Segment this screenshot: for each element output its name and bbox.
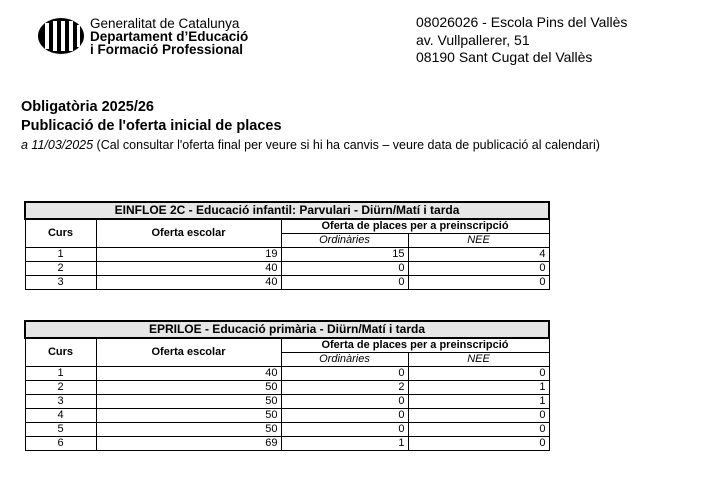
cell-curs: 3 xyxy=(25,276,96,290)
table-title: EPRILOE - Educació primària - Diürn/Matí i tarda xyxy=(25,321,549,338)
cell-ordinaries: 0 xyxy=(281,276,408,290)
cell-oferta: 50 xyxy=(96,395,281,409)
table-row xyxy=(25,248,549,262)
cell-nee: 0 xyxy=(408,367,549,381)
col-preinscripcio: Oferta de places per a preinscripció xyxy=(281,338,549,353)
cell-ordinaries: 1 xyxy=(281,437,408,451)
org-line-2: Departament d’Educació xyxy=(90,29,249,44)
table-title: EINFLOE 2C - Educació infantil: Parvulari - Diürn/Matí i tarda xyxy=(25,202,549,219)
col-curs: Curs xyxy=(25,338,96,367)
table-row xyxy=(25,367,549,381)
publication-note xyxy=(21,136,600,154)
cell-oferta: 50 xyxy=(96,381,281,395)
cell-curs: 3 xyxy=(25,395,96,409)
cell-oferta: 50 xyxy=(96,423,281,437)
cell-nee: 0 xyxy=(408,437,549,451)
table-row xyxy=(25,381,549,395)
cell-ordinaries: 0 xyxy=(281,409,408,423)
cell-curs: 2 xyxy=(25,381,96,395)
col-ordinaries: Ordinàries xyxy=(281,353,408,367)
offer-table-primaria xyxy=(24,320,550,451)
cell-ordinaries: 0 xyxy=(281,367,408,381)
cell-oferta: 40 xyxy=(96,262,281,276)
cell-curs: 1 xyxy=(25,248,96,262)
org-line-1: Generalitat de Catalunya xyxy=(90,16,240,31)
cell-oferta: 40 xyxy=(96,276,281,290)
publication-date: a 11/03/2025 xyxy=(21,138,94,152)
cell-curs: 4 xyxy=(25,409,96,423)
cell-nee: 0 xyxy=(408,409,549,423)
col-nee: NEE xyxy=(408,234,549,248)
cell-ordinaries: 15 xyxy=(281,248,408,262)
school-city: 08190 Sant Cugat del Vallès xyxy=(416,49,593,65)
table-row xyxy=(25,395,549,409)
col-preinscripcio: Oferta de places per a preinscripció xyxy=(281,219,549,234)
generalitat-logo xyxy=(37,17,85,55)
cell-oferta: 19 xyxy=(96,248,281,262)
cell-ordinaries: 2 xyxy=(281,381,408,395)
cell-nee: 0 xyxy=(408,423,549,437)
cell-nee: 1 xyxy=(408,395,549,409)
cell-curs: 2 xyxy=(25,262,96,276)
cell-nee: 0 xyxy=(408,262,549,276)
organization-name xyxy=(90,17,248,56)
cell-ordinaries: 0 xyxy=(281,423,408,437)
cell-nee: 0 xyxy=(408,276,549,290)
cell-oferta: 50 xyxy=(96,409,281,423)
page-subtitle: Publicació de l'oferta inicial de places xyxy=(21,118,282,134)
col-ordinaries: Ordinàries xyxy=(281,234,408,248)
page-title: Obligatòria 2025/26 xyxy=(21,99,154,115)
school-name: 08026026 - Escola Pins del Vallès xyxy=(416,14,628,30)
cell-oferta: 69 xyxy=(96,437,281,451)
cell-curs: 6 xyxy=(25,437,96,451)
table-row xyxy=(25,423,549,437)
cell-oferta: 40 xyxy=(96,367,281,381)
cell-curs: 5 xyxy=(25,423,96,437)
col-curs: Curs xyxy=(25,219,96,248)
cell-nee: 4 xyxy=(408,248,549,262)
cell-ordinaries: 0 xyxy=(281,395,408,409)
org-line-3: i Formació Professional xyxy=(90,42,244,57)
offer-table-infantil xyxy=(24,201,550,290)
cell-ordinaries: 0 xyxy=(281,262,408,276)
table-row xyxy=(25,437,549,451)
table-row xyxy=(25,276,549,290)
col-oferta: Oferta escolar xyxy=(96,219,281,248)
school-street: av. Vullpallerer, 51 xyxy=(416,31,530,48)
school-address xyxy=(416,14,627,67)
col-nee: NEE xyxy=(408,353,549,367)
document-heading xyxy=(21,98,600,154)
table-row xyxy=(25,409,549,423)
table-row xyxy=(25,262,549,276)
publication-note-text: (Cal consultar l'oferta final per veure si hi ha canvis – veure data de publicació al calendari) xyxy=(93,138,600,152)
cell-nee: 1 xyxy=(408,381,549,395)
col-oferta: Oferta escolar xyxy=(96,338,281,367)
cell-curs: 1 xyxy=(25,367,96,381)
